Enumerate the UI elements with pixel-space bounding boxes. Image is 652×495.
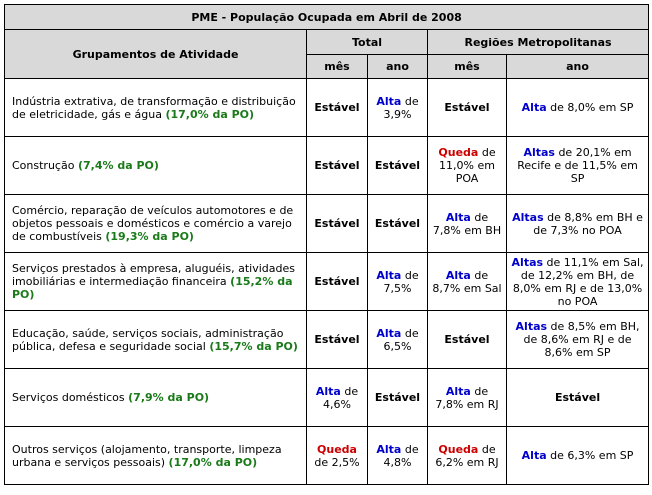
status-detail: de 3,9%: [383, 94, 419, 121]
pme-table: [4, 4, 649, 485]
status-label: Alta: [376, 442, 402, 456]
status-label: Estável: [444, 101, 490, 114]
table-row: [5, 369, 649, 427]
status-label: Alta: [445, 384, 471, 398]
status-label: Alta: [445, 268, 471, 282]
table-row: [5, 195, 649, 253]
status-label: Estável: [374, 159, 421, 172]
status-label: Alta: [445, 210, 471, 224]
regions-month-cell: [428, 427, 507, 485]
header-total: Total: [307, 30, 428, 55]
status-detail: de 4,6%: [323, 384, 359, 411]
status-detail: de 7,8% em RJ: [435, 384, 499, 411]
activity-cell: [5, 195, 307, 253]
status-detail: de 7,8% em BH: [432, 210, 502, 237]
status-label: Estável: [314, 159, 360, 172]
table-row: [5, 79, 649, 137]
status-detail: de 11,1% em Sal, de 12,2% em BH, de 8,0% em RJ e de 13,0% no POA: [512, 255, 644, 308]
activity-label: Construção: [12, 159, 75, 172]
table-row: [5, 253, 649, 311]
regions-month-cell: [428, 311, 507, 369]
status-label: Alta: [376, 94, 402, 108]
status-label: Altas: [523, 146, 555, 159]
total-year-cell: [368, 369, 428, 427]
status-detail: de 6,3% em SP: [546, 449, 634, 462]
activity-cell: [5, 79, 307, 137]
total-year-cell: [368, 137, 428, 195]
header-total-mes: mês: [307, 55, 368, 79]
table-title: PME - População Ocupada em Abril de 2008: [5, 5, 649, 30]
status-label: Estável: [374, 217, 421, 230]
regions-year-cell: [507, 195, 649, 253]
status-label: Alta: [521, 449, 547, 462]
header-regions-mes: mês: [428, 55, 507, 79]
status-label: Alta: [376, 326, 402, 340]
activity-label: Educação, saúde, serviços sociais, administração pública, defesa e seguridade social: [12, 326, 284, 353]
activity-cell: [5, 253, 307, 311]
total-month-cell: [307, 137, 368, 195]
regions-month-cell: [428, 137, 507, 195]
status-label: Altas: [511, 255, 544, 269]
status-detail: de 7,5%: [383, 268, 419, 295]
status-label: Estável: [444, 333, 490, 346]
activity-share: (17,0% da PO): [168, 455, 258, 469]
status-label: Estável: [314, 275, 360, 288]
activity-share: (15,2% da PO): [12, 275, 293, 301]
status-label: Altas: [512, 210, 544, 224]
table-row: [5, 311, 649, 369]
regions-month-cell: [428, 79, 507, 137]
regions-year-cell: [507, 79, 649, 137]
status-label: Estável: [314, 333, 360, 346]
total-year-cell: [368, 311, 428, 369]
activity-share: (7,9% da PO): [128, 391, 210, 404]
activity-cell: [5, 311, 307, 369]
activity-label: Indústria extrativa, de transformação e distribuição de eletricidade, gás e água: [12, 94, 296, 121]
activity-label: Outros serviços (alojamento, transporte, limpeza urbana e serviços pessoais): [12, 442, 282, 469]
total-year-cell: [368, 195, 428, 253]
status-label: Estável: [314, 101, 360, 114]
status-detail: de 11,0% em POA: [439, 146, 496, 185]
status-detail: de 20,1% em Recife e de 11,5% em SP: [517, 146, 638, 185]
status-label: Altas: [515, 320, 548, 333]
activity-share: (7,4% da PO): [77, 159, 159, 172]
regions-year-cell: [507, 427, 649, 485]
regions-month-cell: [428, 253, 507, 311]
activity-label: Serviços prestados à empresa, aluguéis, atividades imobiliárias e intermediação financeira: [12, 262, 295, 288]
status-detail: de 8,0% em SP: [546, 101, 634, 114]
status-label: Estável: [314, 217, 360, 230]
table-row: [5, 427, 649, 485]
status-detail: de 8,5% em BH, de 8,6% em RJ e de 8,6% em SP: [523, 320, 640, 359]
header-activity: Grupamentos de Atividade: [5, 30, 307, 79]
total-year-cell: [368, 427, 428, 485]
regions-year-cell: [507, 311, 649, 369]
status-label: Alta: [315, 384, 341, 398]
header-total-ano: ano: [368, 55, 428, 79]
activity-share: (19,3% da PO): [105, 230, 194, 243]
activity-share: (17,0% da PO): [165, 107, 255, 121]
activity-cell: [5, 369, 307, 427]
status-label: Queda: [317, 442, 357, 456]
status-label: Alta: [376, 268, 402, 282]
regions-month-cell: [428, 195, 507, 253]
total-year-cell: [368, 79, 428, 137]
total-year-cell: [368, 253, 428, 311]
status-label: Queda: [438, 442, 479, 456]
activity-label: Serviços domésticos: [12, 391, 125, 404]
regions-year-cell: [507, 137, 649, 195]
activity-cell: [5, 427, 307, 485]
status-detail: de 4,8%: [383, 442, 419, 469]
regions-month-cell: [428, 369, 507, 427]
status-detail: de 6,2% em RJ: [435, 442, 499, 469]
table-row: [5, 137, 649, 195]
total-month-cell: [307, 253, 368, 311]
regions-year-cell: [507, 369, 649, 427]
status-label: Estável: [374, 391, 421, 404]
total-month-cell: [307, 79, 368, 137]
status-detail: de 8,8% em BH e de 7,3% no POA: [533, 210, 643, 237]
total-month-cell: [307, 369, 368, 427]
regions-year-cell: [507, 253, 649, 311]
activity-label: Comércio, reparação de veículos automotores e de objetos pessoais e domésticos e comércio a varejo de combustíveis: [12, 204, 294, 243]
status-label: Queda: [438, 146, 479, 159]
total-month-cell: [307, 427, 368, 485]
status-label: Alta: [521, 101, 547, 114]
status-detail: de 2,5%: [314, 455, 360, 469]
status-detail: de 6,5%: [383, 326, 419, 353]
header-regions-ano: ano: [507, 55, 649, 79]
activity-share: (15,7% da PO): [209, 339, 298, 353]
pme-table-container: [4, 4, 648, 485]
total-month-cell: [307, 195, 368, 253]
status-label: Estável: [554, 391, 601, 404]
header-regions: Regiões Metropolitanas: [428, 30, 649, 55]
activity-cell: [5, 137, 307, 195]
status-detail: de 8,7% em Sal: [432, 268, 502, 295]
total-month-cell: [307, 311, 368, 369]
table-body: [5, 79, 649, 485]
